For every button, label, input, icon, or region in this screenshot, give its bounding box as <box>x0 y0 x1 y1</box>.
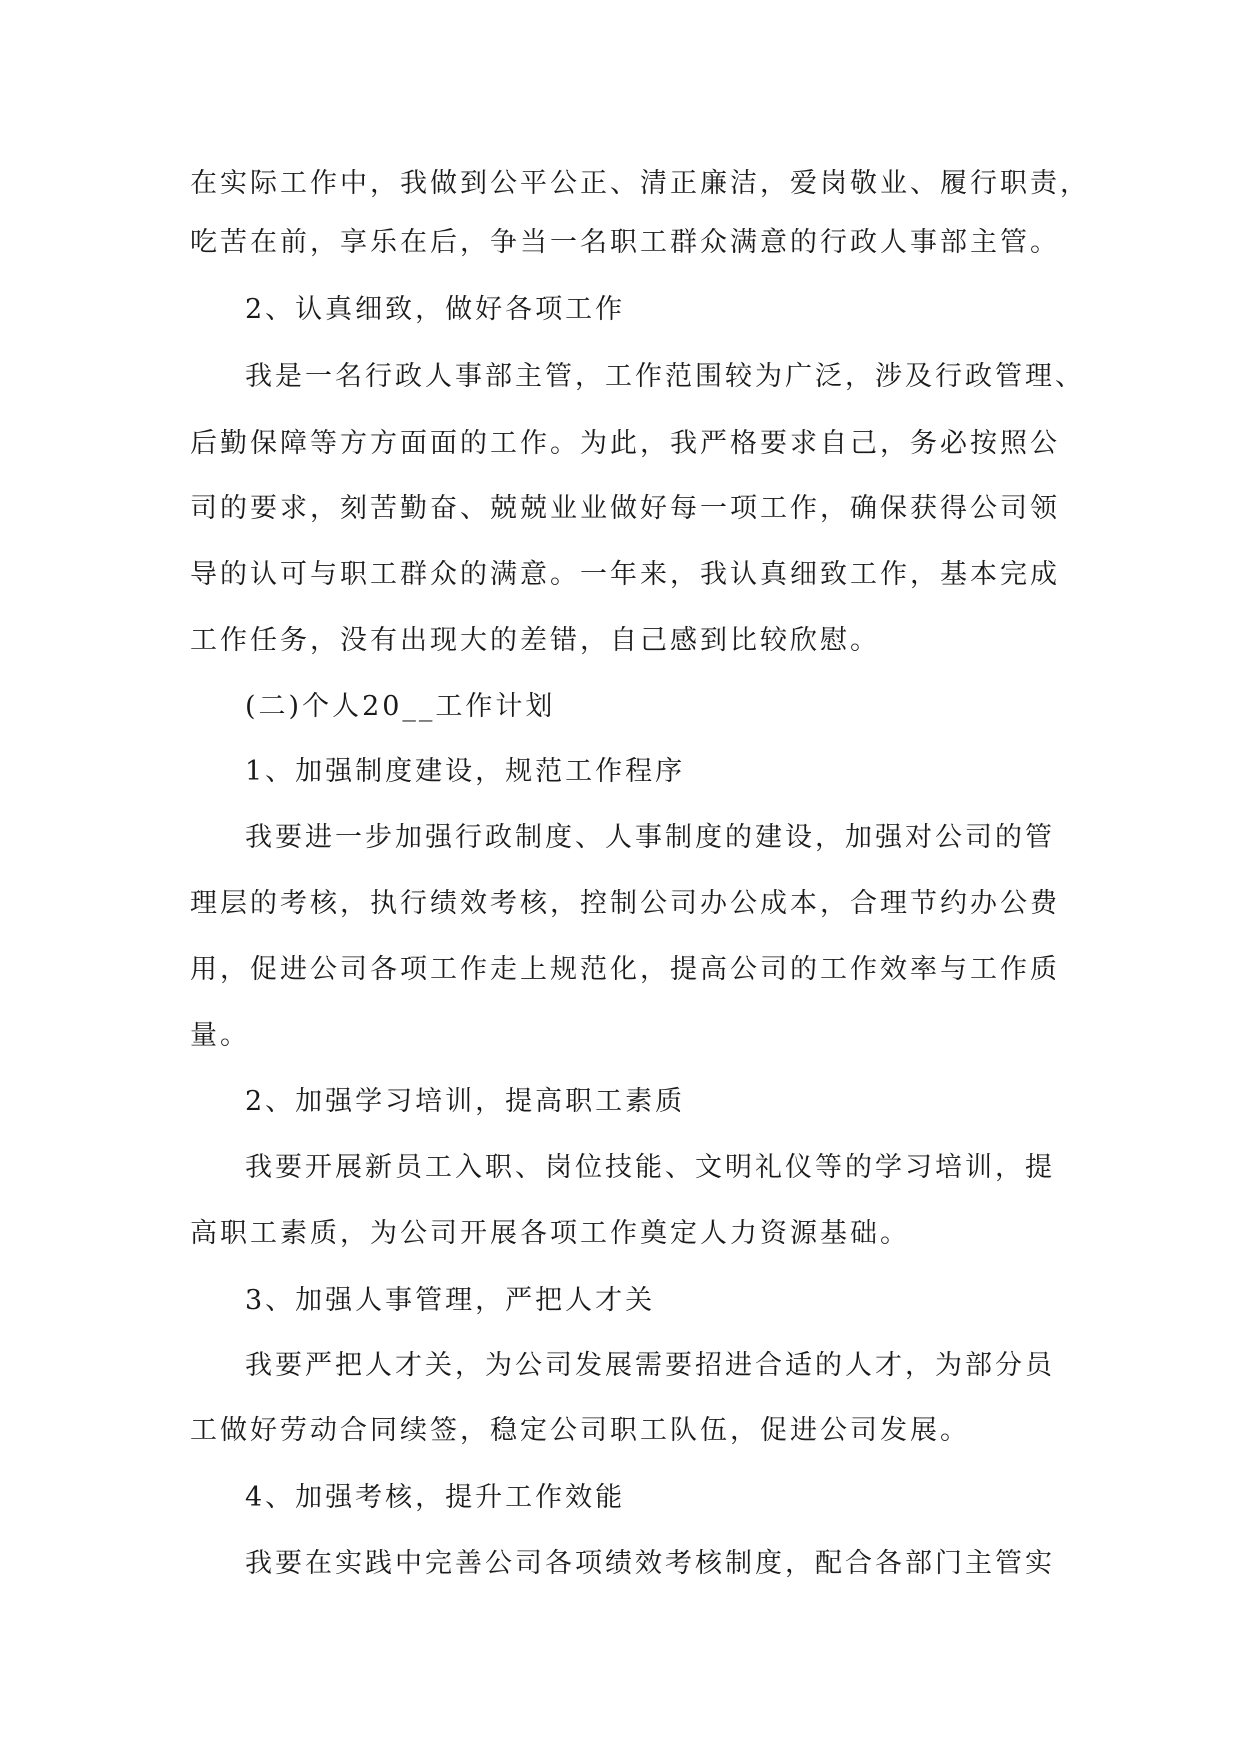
paragraph-line: 工作任务，没有出现大的差错，自己感到比较欣慰。 <box>190 625 880 656</box>
paragraph-line: 导的认可与职工群众的满意。一年来，我认真细致工作，基本完成 <box>190 559 1060 590</box>
paragraph-line: 司的要求，刻苦勤奋、兢兢业业做好每一项工作，确保获得公司领 <box>190 493 1060 524</box>
paragraph-line: 吃苦在前，享乐在后，争当一名职工群众满意的行政人事部主管。 <box>190 227 1060 258</box>
paragraph-line: 我要在实践中完善公司各项绩效考核制度，配合各部门主管实 <box>245 1548 1055 1579</box>
paragraph-line: 用，促进公司各项工作走上规范化，提高公司的工作效率与工作质 <box>190 954 1060 985</box>
paragraph-line: 我要进一步加强行政制度、人事制度的建设，加强对公司的管 <box>245 822 1055 853</box>
paragraph-line: 后勤保障等方方面面的工作。为此，我严格要求自己，务必按照公 <box>190 428 1060 459</box>
section-heading: (二)个人20__工作计划 <box>245 691 556 722</box>
paragraph-line: 我要严把人才关，为公司发展需要招进合适的人才，为部分员 <box>245 1350 1055 1381</box>
section-heading: 3、加强人事管理，严把人才关 <box>245 1285 656 1316</box>
paragraph-line: 量。 <box>190 1020 250 1051</box>
section-heading: 2、加强学习培训，提高职工素质 <box>245 1086 686 1117</box>
section-heading: 1、加强制度建设，规范工作程序 <box>245 756 686 787</box>
paragraph-line: 理层的考核，执行绩效考核，控制公司办公成本，合理节约办公费 <box>190 888 1060 919</box>
section-heading: 2、认真细致，做好各项工作 <box>245 294 626 325</box>
section-heading: 4、加强考核，提升工作效能 <box>245 1482 626 1513</box>
paragraph-line: 我要开展新员工入职、岗位技能、文明礼仪等的学习培训，提 <box>245 1152 1055 1183</box>
paragraph-line: 在实际工作中，我做到公平公正、清正廉洁，爱岗敬业、履行职责， <box>190 168 1090 199</box>
paragraph-line: 工做好劳动合同续签，稳定公司职工队伍，促进公司发展。 <box>190 1415 970 1446</box>
paragraph-line: 高职工素质，为公司开展各项工作奠定人力资源基础。 <box>190 1218 910 1249</box>
paragraph-line: 我是一名行政人事部主管，工作范围较为广泛，涉及行政管理、 <box>245 361 1085 392</box>
